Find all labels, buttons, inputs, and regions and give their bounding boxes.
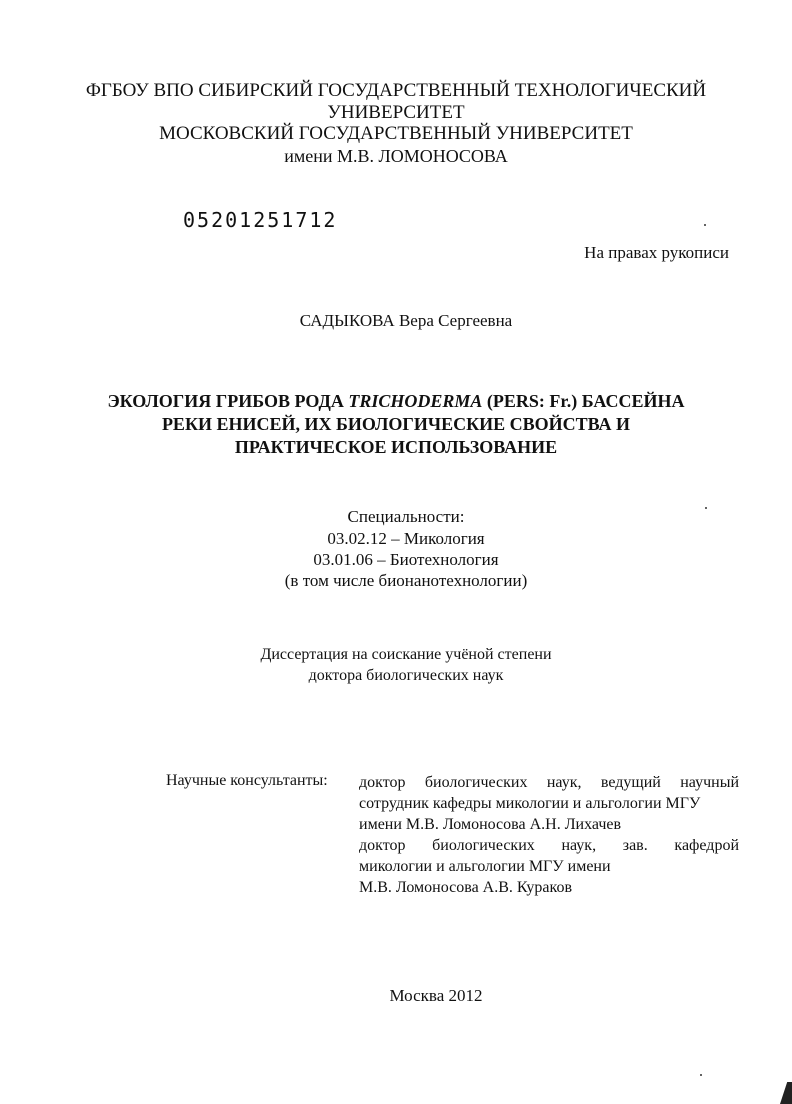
specialty-bionano: (в том числе бионанотехнологии) — [284, 571, 528, 590]
consultant-line-1: доктор биологических наук, ведущий научный — [359, 774, 739, 791]
scan-edge-mark — [780, 1082, 792, 1104]
consultant-line-6: М.В. Ломоносова А.В. Кураков — [359, 879, 572, 896]
consultant-line-4: доктор биологических наук, зав. кафедрой — [359, 837, 739, 854]
specialties-heading: Специальности: — [347, 507, 465, 526]
dissertation-line-1: Диссертация на соискание учёной степени — [260, 646, 552, 663]
manuscript-rights: На правах рукописи — [584, 243, 729, 262]
institution-line-4: имени М.В. ЛОМОНОСОВА — [284, 146, 508, 166]
specialty-mycology: 03.02.12 – Микология — [327, 529, 485, 548]
scan-speck — [700, 1074, 702, 1076]
title-line-1-post: (PERS: Fr.) БАССЕЙНА — [482, 391, 685, 411]
scan-speck — [705, 507, 707, 509]
dissertation-line-2: доктора биологических наук — [308, 667, 504, 684]
title-line-3: ПРАКТИЧЕСКОЕ ИСПОЛЬЗОВАНИЕ — [234, 437, 558, 457]
consultants-block — [359, 772, 739, 898]
institution-line-3: МОСКОВСКИЙ ГОСУДАРСТВЕННЫЙ УНИВЕРСИТЕТ — [159, 123, 633, 144]
consultant-line-5: микологии и альгологии МГУ имени — [359, 858, 611, 875]
author-name: САДЫКОВА Вера Сергеевна — [299, 311, 513, 330]
consultant-line-3: имени М.В. Ломоносова А.Н. Лихачев — [359, 816, 622, 833]
institution-line-1: ФГБОУ ВПО СИБИРСКИЙ ГОСУДАРСТВЕННЫЙ ТЕХНОЛОГИЧЕСКИЙ — [85, 80, 707, 101]
title-line-1 — [0, 389, 792, 413]
consultant-line-2: сотрудник кафедры микологии и альгологии МГУ — [359, 795, 701, 812]
title-line-1-pre: ЭКОЛОГИЯ ГРИБОВ РОДА — [107, 391, 349, 411]
scan-speck — [704, 224, 706, 226]
document-number: 05201251712 — [183, 208, 338, 232]
place-year: Москва 2012 — [389, 986, 483, 1005]
title-genus: TRICHODERMA — [348, 391, 483, 411]
title-line-2: РЕКИ ЕНИСЕЙ, ИХ БИОЛОГИЧЕСКИЕ СВОЙСТВА И — [161, 414, 631, 434]
consultants-label: Научные консультанты: — [166, 772, 328, 789]
institution-line-2: УНИВЕРСИТЕТ — [327, 102, 465, 123]
specialty-biotech: 03.01.06 – Биотехнология — [313, 550, 499, 569]
